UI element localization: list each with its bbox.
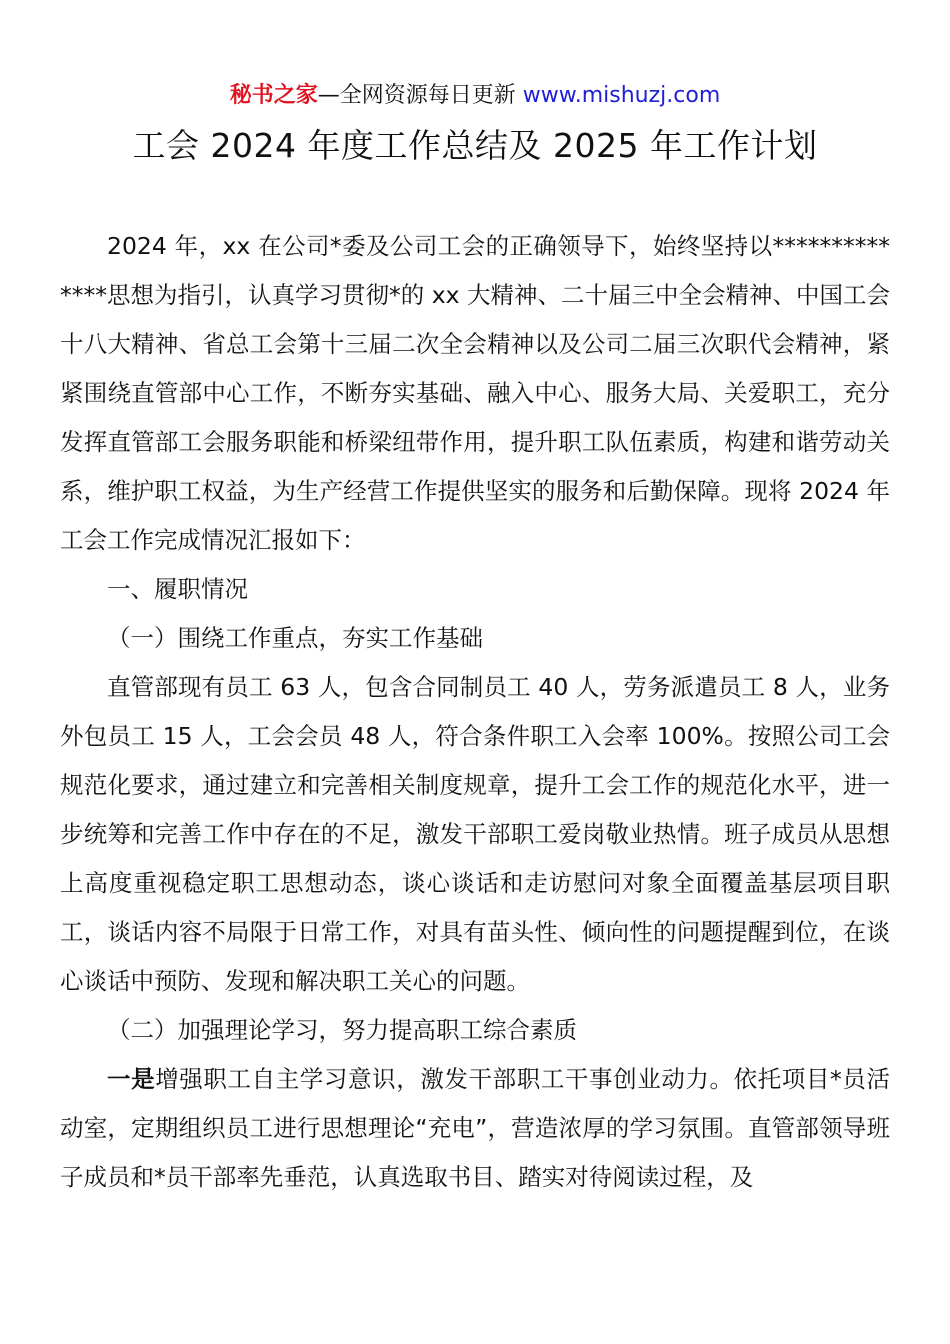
subsection-heading-1: （一）围绕工作重点，夯实工作基础 <box>107 624 483 652</box>
intro-paragraph: 2024 年，xx 在公司*委及公司工会的正确领导下，始终坚持以**************思想为指引，认真学习贯彻*的 xx 大精神、二十届三中全会精神、中国工会十八大精神、省总工会第十三届二次全会精神以及公司二届三次职代会精神，紧紧围绕直管部中心工作，不断夯实基础、融入中心、服务大局、关爱职工，充分发挥直管部工会服务职能和桥梁纽带作用，提升职工队伍素质，构建和谐劳动关系，维护职工权益，为生产经营工作提供坚实的服务和后勤保障。现将 2024 年工会工作完成情况汇报如下： <box>60 232 891 554</box>
site-name: 秘书之家 <box>229 83 318 108</box>
site-tagline: —全网资源每日更新 <box>317 83 523 108</box>
site-url-link[interactable]: www.mishuzj.com <box>522 83 721 108</box>
body-paragraph: 直管部现有员工 63 人，包含合同制员工 40 人，劳务派遣员工 8 人，业务外包员工 15 人，工会会员 48 人，符合条件职工入会率 100%。按照公司工会规范化要求，通过建立和完善相关制度规章，提升工会工作的规范化水平，进一步统筹和完善工作中存在的不足，激发干部职工爱岗敬业热情。班子成员从思想上高度重视稳定职工思想动态，谈心谈话和走访慰问对象全面覆盖基层项目职工，谈话内容不局限于日常工作，对具有苗头性、倾向性的问题提醒到位，在谈心谈话中预防、发现和解决职工关心的问题。 <box>60 673 890 995</box>
paragraph-text: 增强职工自主学习意识，激发干部职工干事创业动力。依托项目*员活动室，定期组织员工进行思想理论“充电”，营造浓厚的学习氛围。直管部领导班子成员和*员干部率先垂范，认真选取书目、踏实对待阅读过程，及 <box>60 1065 890 1191</box>
site-banner <box>0 80 950 112</box>
body-paragraph-last <box>60 1055 890 1202</box>
document-body <box>60 222 890 1202</box>
subsection-heading-2: （二）加强理论学习，努力提高职工综合素质 <box>107 1016 577 1044</box>
document-title: 工会 2024 年度工作总结及 2025 年工作计划 <box>132 126 818 165</box>
paragraph-lead: 一是 <box>107 1065 156 1093</box>
section-heading-1: 一、履职情况 <box>107 575 248 603</box>
